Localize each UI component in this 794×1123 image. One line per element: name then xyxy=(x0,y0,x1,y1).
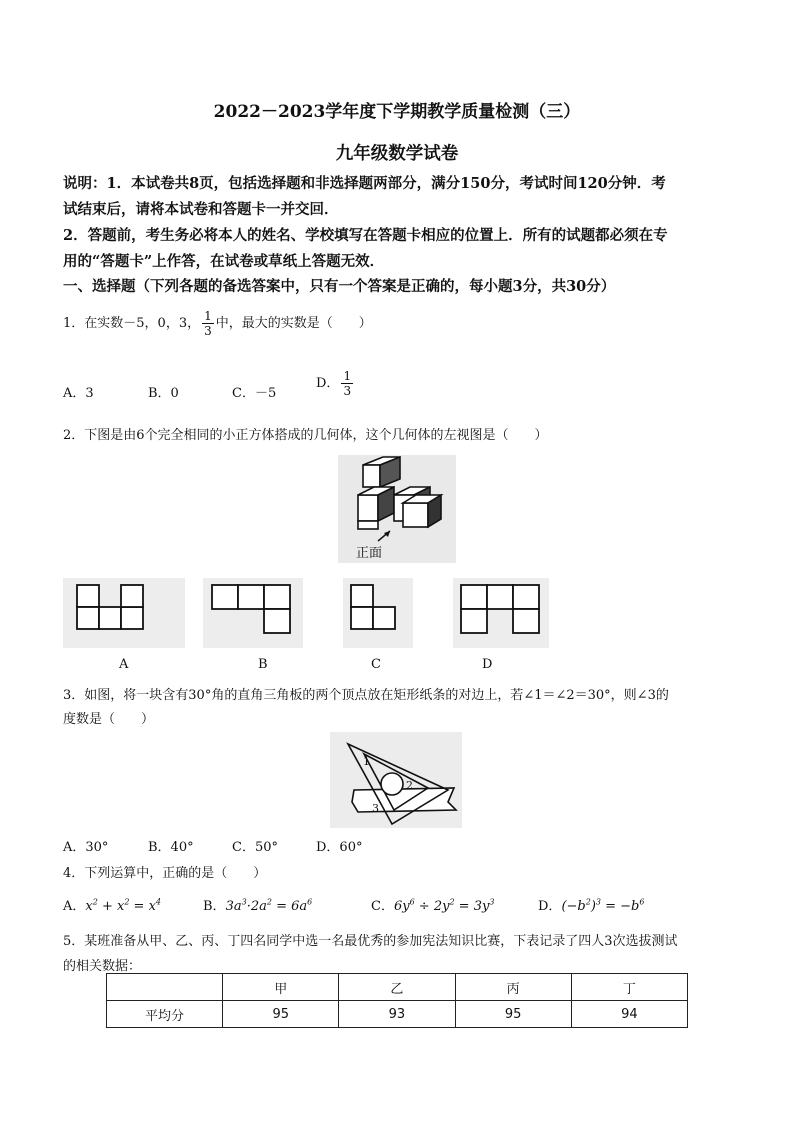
cube-solid-figure xyxy=(338,455,456,563)
q1-option-b: B．0 xyxy=(148,386,179,401)
front-label: 正面 xyxy=(356,546,383,561)
q1-option-d-fraction: $\frac{1}{3}$ xyxy=(343,369,352,398)
table-header-cell: 丁 xyxy=(571,974,687,1001)
angle-3-label: 3 xyxy=(372,802,379,815)
instruction-line-3: 2．答题前，考生务必将本人的姓名、学校填写在答题卡相应的位置上．所有的试题都必须在专 xyxy=(63,227,668,244)
q1-option-a: A．3 xyxy=(63,386,94,401)
q3-option-a: A．30° xyxy=(63,840,109,855)
table-row xyxy=(107,1001,688,1028)
exam-title: 2022－2023学年度下学期教学质量检测（三） xyxy=(213,102,581,122)
q3-option-b: B．40° xyxy=(148,840,194,855)
q4-option-c: C．$6y^6 \div 2y^2 = 3y^3$ xyxy=(371,897,495,914)
table-header-cell: 丙 xyxy=(455,974,571,1001)
q2-option-d-label: D xyxy=(482,657,493,672)
q1-stem-after: 中，最大的实数是（ ） xyxy=(215,316,372,331)
question-3-stem-line-2: 度数是（ ） xyxy=(63,712,155,727)
question-3-stem-line-1: 3．如图，将一块含有30°角的直角三角板的两个顶点放在矩形纸条的对边上，若∠1＝∠2＝30°，则∠3的 xyxy=(63,688,669,703)
triangle-strip-figure xyxy=(330,732,462,828)
q4-option-b: B．$3a^3\cdot 2a^2 = 6a^6$ xyxy=(203,897,313,914)
instruction-line-1: 说明：1．本试卷共8页，包括选择题和非选择题两部分，满分150分，考试时间120分钟．考 xyxy=(63,175,666,192)
angle-1-label: 1 xyxy=(363,755,370,768)
q2-option-b-label: B xyxy=(258,657,268,672)
table-row-label: 平均分 xyxy=(107,1001,223,1028)
q1-fraction: $\frac{1}{3}$ xyxy=(204,309,212,338)
q4-option-a-formula: $x^2 + x^2 = x^4$ xyxy=(85,897,162,914)
q4-option-a: A．$x^2 + x^2 = x^4$ xyxy=(63,897,162,914)
q4-option-b-formula: $3a^3\cdot 2a^2 = 6a^6$ xyxy=(225,897,313,914)
score-table xyxy=(106,973,688,1028)
table-header-cell: 乙 xyxy=(339,974,455,1001)
exam-subtitle: 九年级数学试卷 xyxy=(335,144,459,164)
instruction-line-4: 用的“答题卡”上作答，在试卷或草纸上答题无效． xyxy=(63,253,385,270)
q1-option-d: D． $\frac{1}{3}$ xyxy=(316,369,352,398)
q4-option-c-formula: $6y^6 \div 2y^2 = 3y^3$ xyxy=(393,897,495,914)
question-5-stem-line-2: 的相关数据： xyxy=(63,959,142,974)
question-1-stem xyxy=(63,310,372,337)
q2-option-a-label: A xyxy=(119,657,129,672)
table-cell: 93 xyxy=(339,1001,455,1028)
table-header-cell xyxy=(107,974,223,1001)
angle-2-label: 2 xyxy=(406,779,413,792)
q3-option-c: C．50° xyxy=(232,840,278,855)
q2-option-a-figure xyxy=(63,578,185,648)
table-cell: 94 xyxy=(571,1001,687,1028)
question-4-stem: 4．下列运算中，正确的是（ ） xyxy=(63,866,267,881)
q2-option-d-figure xyxy=(453,578,549,648)
question-5-stem-line-1: 5．某班准备从甲、乙、丙、丁四名同学中选一名最优秀的参加宪法知识比赛，下表记录了四人3次选拔测试 xyxy=(63,934,678,949)
q1-option-c: C．－5 xyxy=(232,386,277,401)
instruction-line-2: 试结束后，请将本试卷和答题卡一并交回． xyxy=(63,201,339,218)
q4-option-d-formula: $(-b^2)^3 = -b^6$ xyxy=(561,897,645,914)
table-cell: 95 xyxy=(223,1001,339,1028)
q3-option-d: D．60° xyxy=(316,840,363,855)
q2-option-c-figure xyxy=(343,578,413,648)
q2-option-b-figure xyxy=(203,578,303,648)
table-cell: 95 xyxy=(455,1001,571,1028)
q1-stem-before: 1．在实数－5，0，3， xyxy=(63,316,201,331)
question-2-stem: 2．下图是由6个完全相同的小正方体搭成的几何体，这个几何体的左视图是（ ） xyxy=(63,428,548,443)
table-header-row xyxy=(107,974,688,1001)
table-header-cell: 甲 xyxy=(223,974,339,1001)
q4-option-d: D．$(-b^2)^3 = -b^6$ xyxy=(538,897,645,914)
q2-option-c-label: C xyxy=(371,657,381,672)
section-heading: 一、选择题（下列各题的备选答案中，只有一个答案是正确的，每小题3分，共30分） xyxy=(63,278,616,295)
